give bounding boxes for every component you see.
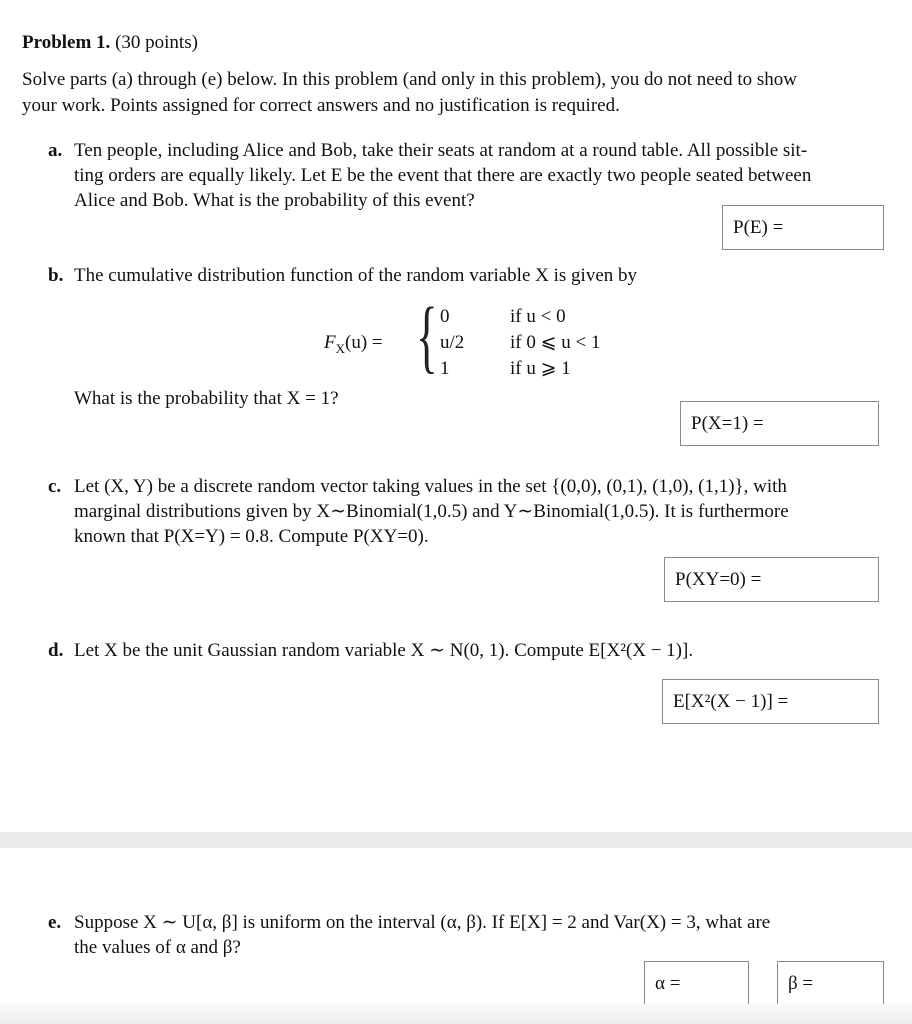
part-d-line-1: Let X be the unit Gaussian random variable X ∼ N(0, 1). Compute E[X²(X − 1)].: [74, 640, 694, 661]
answer-label-alpha: α =: [655, 973, 681, 994]
part-c-line-3: known that P(X=Y) = 0.8. Compute P(XY=0).: [74, 526, 429, 547]
case-value-3: 1: [440, 358, 450, 379]
answer-label-b: P(X=1) =: [691, 413, 764, 434]
part-a-line-3: Alice and Bob. What is the probability of this event?: [74, 190, 475, 211]
part-e-line-1: Suppose X ∼ U[α, β] is uniform on the interval (α, β). If E[X] = 2 and Var(X) = 3, what are: [74, 912, 771, 933]
answer-label-d: E[X²(X − 1)] =: [673, 691, 789, 712]
intro-line-1: Solve parts (a) through (e) below. In this problem (and only in this problem), you do not need to show: [22, 69, 797, 90]
part-d-label: d.: [48, 640, 64, 661]
problem-number: Problem 1.: [22, 32, 111, 53]
answer-label-beta: β =: [788, 973, 814, 994]
case-condition-2: if 0 ⩽ u < 1: [510, 332, 601, 353]
cases-brace: {: [416, 290, 438, 381]
cdf-lhs: [324, 330, 383, 361]
cdf-argument: (u) =: [345, 332, 383, 353]
case-condition-3: if u ⩾ 1: [510, 358, 571, 379]
answer-label-c: P(XY=0) =: [675, 569, 762, 590]
answer-box-c[interactable]: [664, 557, 879, 602]
part-b-question: What is the probability that X = 1?: [74, 388, 339, 409]
part-c-label: c.: [48, 476, 62, 497]
problem-title: [22, 30, 198, 55]
page-bottom-edge: [0, 1004, 912, 1024]
part-b-label: b.: [48, 265, 64, 286]
cdf-function-name: F: [324, 332, 336, 353]
answer-box-b[interactable]: [680, 401, 879, 446]
answer-box-alpha[interactable]: [644, 961, 749, 1006]
case-value-1: 0: [440, 306, 450, 327]
part-a-label: a.: [48, 140, 63, 161]
case-value-2: u/2: [440, 332, 465, 353]
problem-points: (30 points): [115, 32, 198, 53]
part-c-line-1: Let (X, Y) be a discrete random vector taking values in the set {(0,0), (0,1), (1,0), (1,1)}, with: [74, 476, 787, 497]
part-c-line-2: marginal distributions given by X∼Binomial(1,0.5) and Y∼Binomial(1,0.5). It is furthermore: [74, 501, 789, 522]
part-a-line-2: ting orders are equally likely. Let E be the event that there are exactly two people seated between: [74, 165, 812, 186]
intro-line-2: your work. Points assigned for correct answers and no justification is required.: [22, 95, 620, 116]
part-b-line-1: The cumulative distribution function of the random variable X is given by: [74, 265, 638, 286]
part-a-line-1: Ten people, including Alice and Bob, take their seats at random at a round table. All possible sit-: [74, 140, 808, 161]
answer-box-a[interactable]: [722, 205, 884, 250]
part-e-label: e.: [48, 912, 62, 933]
answer-label-a: P(E) =: [733, 217, 784, 238]
cdf-subscript: X: [335, 340, 345, 356]
part-e-line-2: the values of α and β?: [74, 937, 241, 958]
case-condition-1: if u < 0: [510, 306, 566, 327]
page-divider: [0, 832, 912, 848]
answer-box-beta[interactable]: [777, 961, 884, 1006]
answer-box-d[interactable]: [662, 679, 879, 724]
